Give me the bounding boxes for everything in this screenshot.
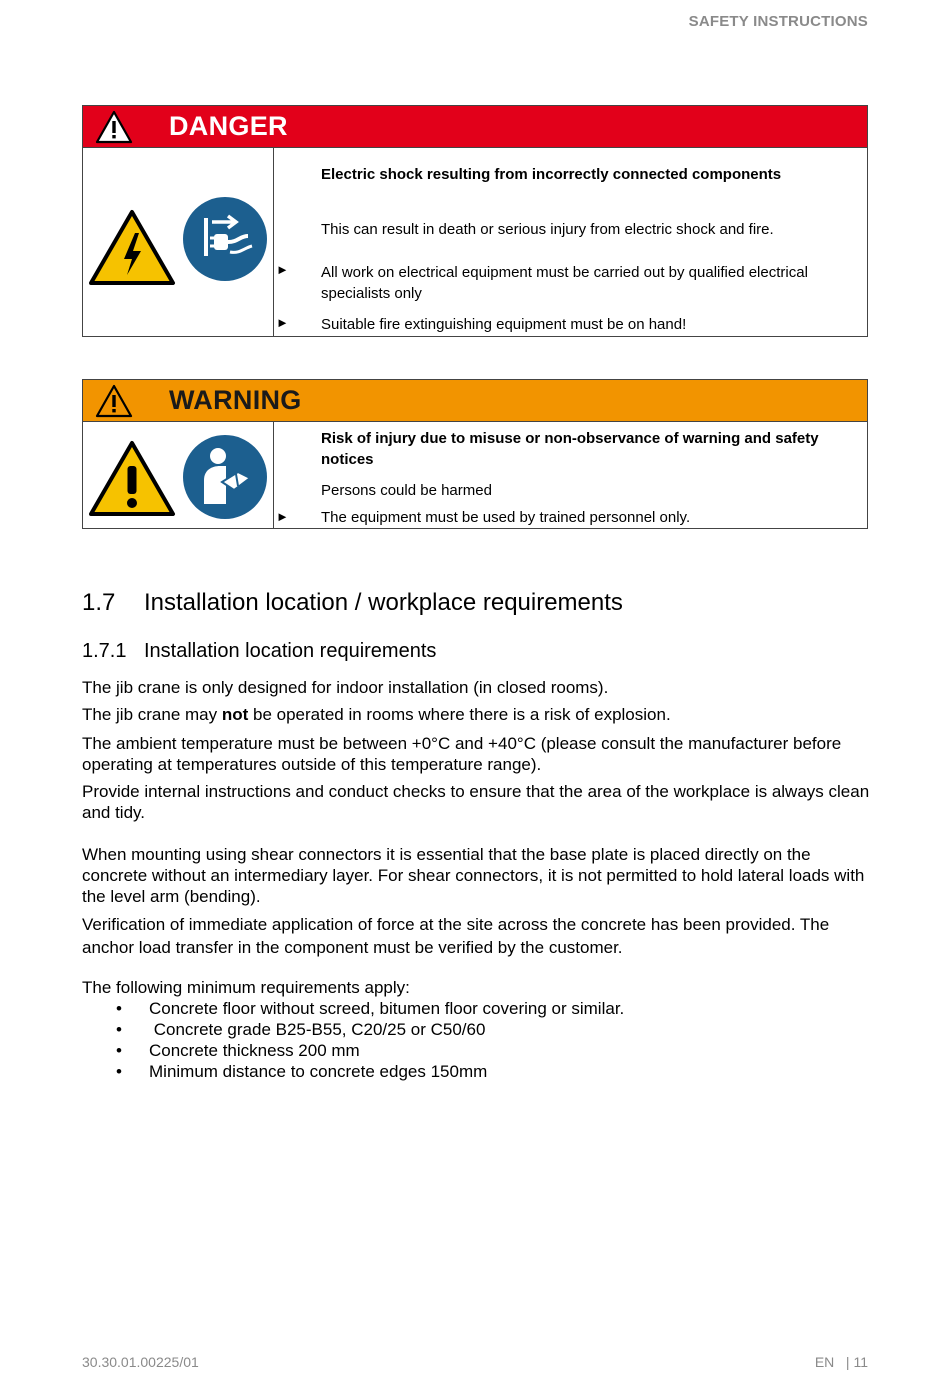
paragraph-temperature: The ambient temperature must be between +0°C and +40°C (please consult the manufacturer before operating at temperatures outside of this temperature range). (82, 734, 842, 774)
text-run: be operated in rooms where there is a risk of explosion. (248, 705, 671, 724)
paragraph-indoor: The jib crane is only designed for indoor installation (in closed rooms). (82, 678, 609, 697)
list-item: • Concrete thickness 200 mm (82, 1040, 624, 1061)
document-number: 30.30.01.00225/01 (82, 1354, 199, 1370)
page-number: EN | 11 (814, 1354, 868, 1370)
warning-triangle-icon (95, 110, 133, 144)
section-title: Installation location / workplace requirements (144, 589, 623, 616)
emphasis-not: not (221, 705, 249, 724)
subsection-number: 1.7.1 (82, 640, 127, 662)
warning-pictograms (83, 422, 274, 528)
subsection-heading (82, 640, 436, 663)
subsection-title: Installation location requirements (144, 640, 437, 662)
bullet-arrow: ► (276, 262, 289, 277)
warning-bullets (274, 422, 321, 528)
paragraph-requirements-intro: The following minimum requirements apply: (82, 978, 410, 997)
danger-consequence: This can result in death or serious injury from electric shock and fire. (321, 221, 774, 238)
paragraph-explosion (82, 704, 872, 725)
read-manual-icon (182, 434, 268, 520)
section-header: SAFETY INSTRUCTIONS (688, 13, 868, 30)
danger-measure: Suitable fire extinguishing equipment must be on hand! (321, 316, 687, 333)
danger-measure: All work on electrical equipment must be carried out by qualified electrical specialists only (321, 264, 808, 302)
text-run: The jib crane may (82, 705, 222, 724)
warning-triangle-icon (95, 384, 133, 418)
warning-box (82, 379, 868, 529)
danger-bullets (274, 148, 321, 336)
list-item: • Concrete floor without screed, bitumen floor covering or similar. (82, 998, 624, 1019)
paragraph-shear: When mounting using shear connectors it is essential that the base plate is placed directly on the concrete without an intermediary layer. For shear connectors, it is not permitted to hold lateral loads with the level arm (bending). (82, 845, 865, 906)
general-warning-icon (88, 440, 176, 518)
disconnect-plug-icon (182, 196, 268, 282)
warning-title: WARNING (169, 385, 302, 415)
danger-header (83, 106, 867, 148)
warning-header (83, 380, 867, 422)
warning-measure: The equipment must be used by trained personnel only. (321, 509, 691, 526)
section-number: 1.7 (82, 589, 116, 616)
danger-title: DANGER (169, 111, 288, 141)
electric-hazard-icon (88, 209, 176, 287)
warning-consequence: Persons could be harmed (321, 482, 492, 499)
requirements-list (82, 998, 624, 1082)
list-item: • Minimum distance to concrete edges 150mm (82, 1061, 624, 1082)
danger-pictograms (83, 148, 274, 336)
warning-heading: Risk of injury due to misuse or non-observance of warning and safety notices (321, 430, 819, 468)
bullet-arrow: ► (276, 315, 289, 330)
danger-box (82, 105, 868, 337)
danger-heading: Electric shock resulting from incorrectly connected components (321, 166, 782, 183)
list-item: • Concrete grade B25-B55, C20/25 or C50/60 (82, 1019, 624, 1040)
section-heading (82, 589, 623, 617)
paragraph-verification: Verification of immediate application of force at the site across the concrete has been provided. The anchor load transfer in the component must be verified by the customer. (82, 915, 830, 957)
bullet-arrow: ► (276, 509, 289, 524)
paragraph-instructions: Provide internal instructions and conduct checks to ensure that the area of the workplace is always clean and tidy. (82, 782, 870, 822)
